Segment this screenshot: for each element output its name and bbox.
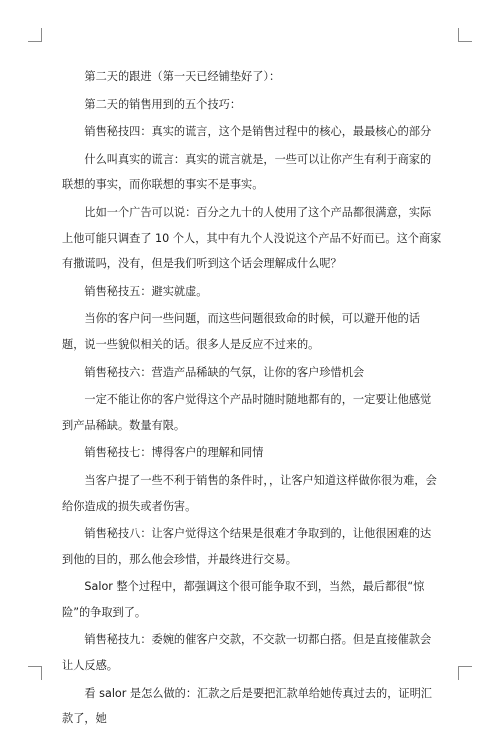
technique-five-body: 当你的客户问一些问题，而这些问题很致命的时候，可以避开他的话题，说一些貌似相关的话。很多人是反应不过来的。 <box>62 312 421 351</box>
technique-five-title: 销售秘技五：避实就虚。 <box>84 284 208 298</box>
heading-five-techniques: 第二天的销售用到的五个技巧： <box>84 97 242 111</box>
technique-six-body: 一定不能让你的客户觉得这个产品时随时随地都有的，一定要让他感觉到产品稀缺。数量有限。 <box>62 393 432 432</box>
technique-six-title: 销售秘技六：营造产品稀缺的气氛，让你的客户珍惜机会 <box>84 365 365 379</box>
document-body <box>62 64 442 734</box>
technique-eight-body: Salor 整个过程中，都强调这个很可能争取不到，当然，最后都很“惊险”的争取到了。 <box>62 580 425 619</box>
technique-nine-body: 看 salor 是怎么做的：汇款之后是要把汇款单给她传真过去的，证明汇款了，她 <box>62 686 432 726</box>
technique-four-title: 销售秘技四：真实的谎言，这个是销售过程中的核心，最最核心的部分 <box>84 125 432 139</box>
technique-seven-title: 销售秘技七：博得客户的理解和同情 <box>84 446 264 460</box>
technique-four-definition: 什么叫真实的谎言：真实的谎言就是，一些可以让你产生有利于商家的联想的事实，而你联想的事实不是事实。 <box>62 152 432 192</box>
crop-mark-bottom-right <box>458 666 472 680</box>
crop-mark-bottom-left <box>28 666 42 680</box>
heading-second-day-followup: 第二天的跟进（第一天已经铺垫好了）： <box>84 70 281 83</box>
technique-four-example: 比如一个广告可以说：百分之九十的人使用了这个产品都很满意，实际上他可能只调查了 10 个人，其中有九个人没说这个产品不好而已。这个商家有撒谎吗，没有，但是我们听到这个话会理解成什么呢？ <box>62 205 442 271</box>
technique-eight-title: 销售秘技八：让客户觉得这个结果是很难才争取到的，让他很困难的达到他的目的，那么他会珍惜，并最终进行交易。 <box>62 527 432 566</box>
crop-mark-top-left <box>28 28 42 42</box>
crop-mark-top-right <box>458 28 472 42</box>
technique-seven-body: 当客户提了一些不利于销售的条件时，，让客户知道这样做你很为难，会给你造成的损失或者伤害。 <box>62 473 437 513</box>
technique-nine-title: 销售秘技九：委婉的催客户交款，不交款一切都白搭。但是直接催款会让人反感。 <box>62 633 432 673</box>
